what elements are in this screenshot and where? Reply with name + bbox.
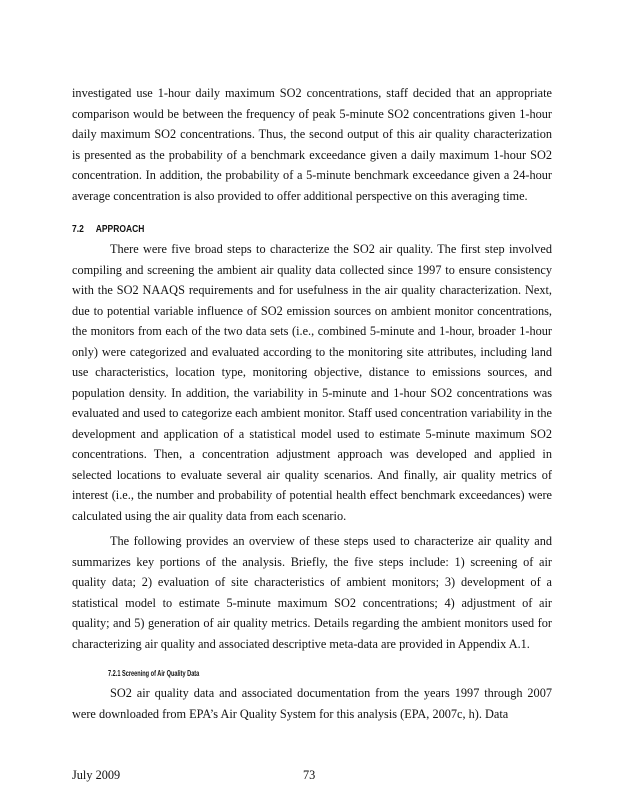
subsection-heading: 7.2.1 Screening of Air Quality Data: [108, 669, 200, 678]
screening-paragraph: SO2 air quality data and associated documentation from the years 1997 through 2007 were downloaded from EPA’s Air Quality System for this analysis (EPA, 2007c, h). Data: [72, 686, 552, 721]
body-paragraph: [72, 531, 552, 654]
page-number: 73: [303, 768, 316, 782]
section-number: 7.2: [72, 224, 84, 235]
section-title: APPROACH: [95, 224, 145, 235]
section-heading: [72, 224, 144, 235]
overview-paragraph: The following provides an overview of these steps used to characterize air quality and summarizes key portions of the analysis. Briefly, the five steps include: 1) screening of air quality data; 2) evaluation of site characteristics of ambient monitors; 3) development of a statistical model to estimate 5-minute maximum SO2 concentrations; 4) adjustment of air quality; and 5) generation of air quality metrics. Details regarding the ambient monitors used for characterizing air quality and associated descriptive meta-data are provided in Appendix A.1.: [72, 534, 552, 651]
footer-date: July 2009: [72, 768, 121, 782]
body-paragraph: [72, 683, 552, 724]
body-paragraph: [72, 239, 552, 526]
paragraph-continued: investigated use 1-hour daily maximum SO2 concentrations, staff decided that an appropriate comparison would be between the frequency of peak 5-minute SO2 concentrations given 1-hour daily maximum SO2 concentrations. Thus, the second output of this air quality characterization is presented as the probability of a benchmark exceedance given a daily maximum 1-hour SO2 concentration. In addition, the probability of a 5-minute benchmark exceedance given a 24-hour average concentration is also provided to offer additional perspective on this averaging time.: [72, 86, 552, 203]
body-paragraph: [72, 83, 552, 206]
approach-paragraph: There were five broad steps to characterize the SO2 air quality. The first step involved compiling and screening the ambient air quality data collected since 1997 to ensure consistency with the SO2 NAAQS requirements and for usefulness in the air quality characterization. Next, due to potential variable influence of SO2 emission sources on ambient monitor concentrations, the monitors from each of the two data sets (i.e., combined 5-minute and 1-hour, broader 1-hour only) were categorized and evaluated according to the monitoring site attributes, including land use characteristics, location type, monitoring objective, distance to emissions sources, and population density. In addition, the variability in 5-minute and 1-hour SO2 concentrations was evaluated and used to categorize each ambient monitor. Staff used concentration variability in the development and application of a statistical model used to estimate 5-minute maximum SO2 concentrations. Then, a concentration adjustment approach was developed and applied in selected locations to evaluate several air quality scenarios. And finally, air quality metrics of interest (i.e., the number and probability of potential health effect benchmark exceedances) were calculated using the air quality data from each scenario.: [72, 242, 552, 523]
